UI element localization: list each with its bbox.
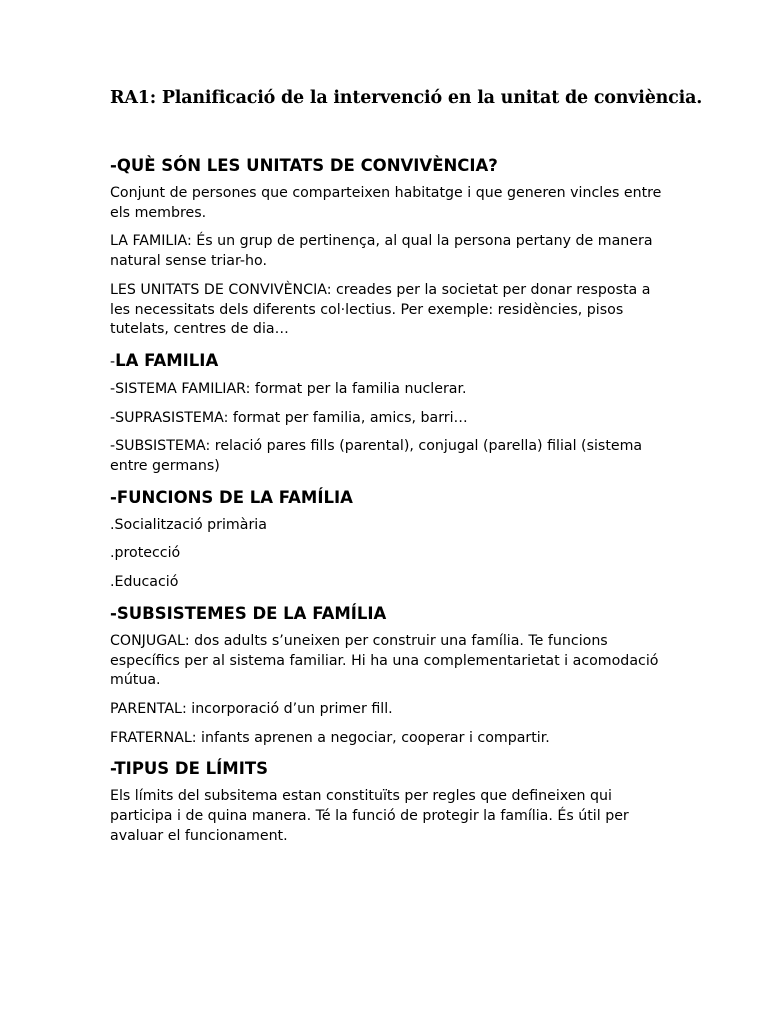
section-la-familia bbox=[110, 349, 670, 477]
section-tipus-limits bbox=[110, 757, 670, 846]
section-subsistemes-familia bbox=[110, 602, 670, 749]
section-heading: -TIPUS DE LÍMITS bbox=[110, 759, 268, 779]
section-heading: -SUBSISTEMES DE LA FAMÍLIA bbox=[110, 603, 387, 623]
paragraph: .Socialització primària bbox=[110, 516, 267, 533]
paragraph: Conjunt de persones que comparteixen habitatge i que generen vincles entre els membres. bbox=[110, 185, 662, 221]
paragraph: -SUPRASISTEMA: format per familia, amics, barri… bbox=[110, 409, 468, 426]
document-body bbox=[110, 154, 670, 855]
section-heading bbox=[110, 349, 670, 374]
page-title: RA1: Planificació de la intervenció en la unitat de conviència. bbox=[110, 88, 703, 108]
paragraph: Els límits del subsitema estan constituïts per regles que defineixen qui participa i de quina manera. Té la funció de protegir la família. És útil per avaluar el funcionament. bbox=[110, 788, 629, 844]
section-heading: -QUÈ SÓN LES UNITATS DE CONVIVÈNCIA? bbox=[110, 156, 498, 175]
paragraph: LA FAMILIA: És un grup de pertinença, al qual la persona pertany de manera natural sense triar-ho. bbox=[110, 233, 653, 270]
paragraph: LES UNITATS DE CONVIVÈNCIA: creades per la societat per donar resposta a les necessitats dels diferents col·lectius. Per exemple: residències, pisos tutelats, centres de dia… bbox=[110, 281, 651, 338]
paragraph: PARENTAL: incorporació d’un primer fill. bbox=[110, 700, 393, 717]
section-heading: -FUNCIONS DE LA FAMÍLIA bbox=[110, 487, 353, 507]
paragraph: .protecció bbox=[110, 545, 181, 562]
paragraph: CONJUGAL: dos adults s’uneixen per construir una família. Te funcions específics per al sistema familiar. Hi ha una complementarietat i acomodació mútua. bbox=[110, 632, 659, 689]
paragraph: .Educació bbox=[110, 574, 179, 591]
paragraph: -SUBSISTEMA: relació pares fills (parental), conjugal (parella) filial (sistema entre germans) bbox=[110, 438, 643, 475]
heading-text: LA FAMILIA bbox=[115, 350, 219, 370]
paragraph: -SISTEMA FAMILIAR: format per la familia nuclerar. bbox=[110, 380, 467, 397]
section-unitats-convivencia bbox=[110, 154, 670, 340]
paragraph: FRATERNAL: infants aprenen a negociar, cooperar i compartir. bbox=[110, 729, 550, 746]
heading-prefix: - bbox=[110, 353, 116, 370]
section-funcions-familia bbox=[110, 486, 670, 593]
